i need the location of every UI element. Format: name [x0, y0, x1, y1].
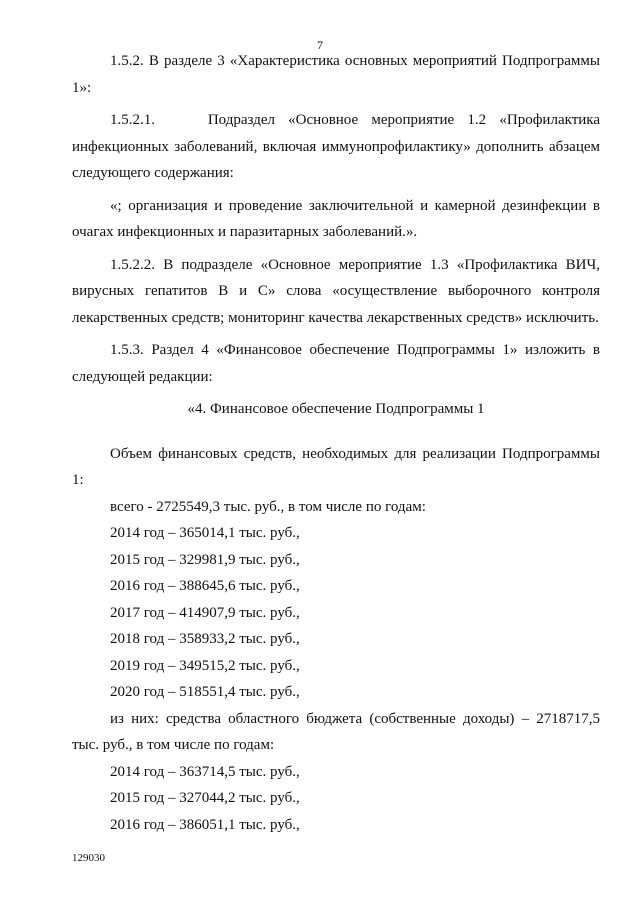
page-number: 7 — [317, 38, 323, 52]
paragraph-1-5-2: 1.5.2. В разделе 3 «Характеристика основных мероприятий Подпрограммы 1»: — [72, 53, 600, 96]
list-item: 2015 год – 327044,2 тыс. руб., — [110, 790, 300, 806]
list-item: 2014 год – 363714,5 тыс. руб., — [110, 763, 300, 780]
list-item: 2014 год – 365014,1 тыс. руб., — [110, 525, 300, 541]
regional-by-year-list — [72, 759, 600, 839]
list-item: 2019 год – 349515,2 тыс. руб., — [110, 657, 300, 674]
list-item: 2015 год – 329981,9 тыс. руб., — [110, 551, 300, 568]
document-body — [72, 48, 600, 838]
total-by-year-list — [72, 520, 600, 706]
paragraph-1-5-2-1: 1.5.2.1. Подраздел «Основное мероприятие 1.2 «Профилактика инфекционных заболеваний, включая иммунопрофилактику» дополнить абзацем следующего содержания: — [72, 112, 600, 181]
section-heading: «4. Финансовое обеспечение Подпрограммы 1 — [187, 401, 485, 417]
paragraph-1-5-3: 1.5.3. Раздел 4 «Финансовое обеспечение Подпрограммы 1» изложить в следующей редакции: — [72, 342, 600, 385]
list-item: 2016 год – 388645,6 тыс. руб., — [110, 578, 300, 594]
list-item: 2018 год – 358933,2 тыс. руб., — [110, 631, 300, 647]
paragraph-1-5-2-2: 1.5.2.2. В подразделе «Основное мероприятие 1.3 «Профилактика ВИЧ, вирусных гепатитов В и С» слова «осуществление выборочного контроля лекарственных средств; мониторинг качества лекарственных средств» исключить. — [72, 256, 600, 326]
financing-total: всего - 2725549,3 тыс. руб., в том числе по годам: — [110, 498, 426, 515]
list-item: 2020 год – 518551,4 тыс. руб., — [110, 684, 300, 700]
document-code: 129030 — [72, 852, 105, 864]
quoted-addition: «; организация и проведение заключительной и камерной дезинфекции в очагах инфекционных и паразитарных заболеваний.». — [72, 197, 600, 240]
regional-budget: из них: средства областного бюджета (собственные доходы) – 2718717,5 тыс. руб., в том числе по годам: — [72, 710, 600, 753]
list-item: 2017 год – 414907,9 тыс. руб., — [110, 604, 300, 621]
list-item: 2016 год – 386051,1 тыс. руб., — [110, 816, 300, 833]
financing-intro: Объем финансовых средств, необходимых для реализации Подпрограммы 1: — [72, 445, 600, 488]
